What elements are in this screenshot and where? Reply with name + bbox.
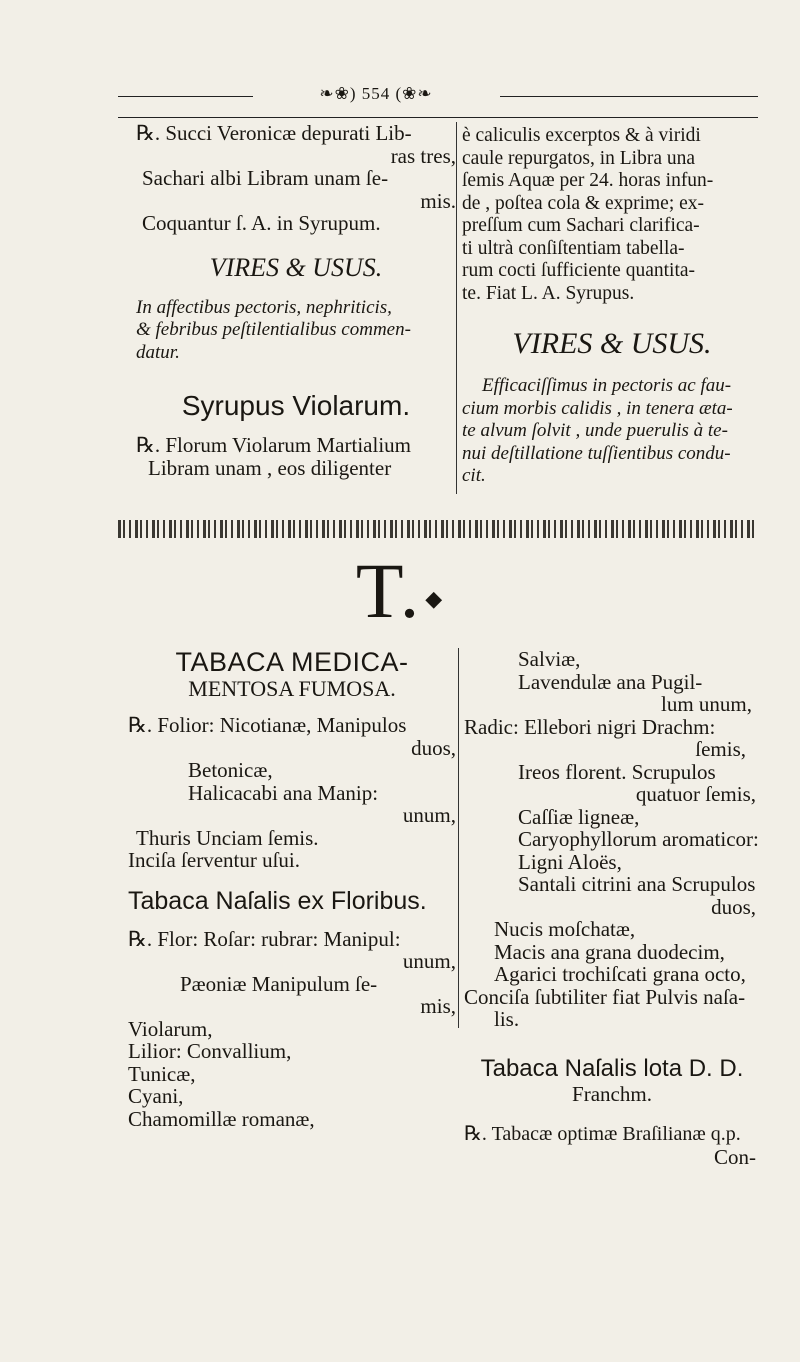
vires-title: VIRES & USUS. [512,327,712,360]
recipe-line: unum, [402,803,456,827]
recipe-line: quatuor ſemis, [635,782,756,806]
text-line: preſſum cum Sachari clarifica- [462,215,700,236]
recipe-line: Nucis moſchatæ, [494,917,636,941]
text-line: ti ultrà conſiſtentiam tabella- [462,237,685,259]
recipe-line: Sachari albi Libram unam ſe- [142,166,389,190]
recipe-line: Lavendulæ ana Pugil- [518,669,703,694]
vires-text-line: nui deſtillatione tuſſientibus condu- [462,442,731,464]
recipe-line: Ireos florent. Scrupulos [518,759,716,784]
recipe-line: Thuris Unciam ſemis. [136,825,319,850]
recipe-line: Inciſa ſerventur uſui. [128,848,301,872]
header-rule-left [118,96,253,97]
header-rule-bottom [118,117,758,118]
vires-text-line: In affectibus pectoris, nephriticis, [136,296,392,318]
recipe-line: Caſſiæ ligneæ, [518,804,640,829]
tabaca-lota-author: Franchm. [572,1081,652,1106]
vires-text-line: cit. [462,465,486,486]
recipe-line: duos, [711,894,756,919]
section2-left-column [128,648,456,1130]
section-letter [0,547,800,638]
diamond-ornament-icon: ◆ [425,586,445,612]
catchword: Con- [714,1144,756,1169]
syrup-line: Libram unam , eos diligenter [148,455,392,480]
recipe-line: Chamomillæ romanæ, [128,1106,315,1131]
recipe-line: ℞. Tabacæ optimæ Braſilianæ q.p. [464,1123,741,1145]
syrup-line: ℞. Florum Violarum Martialium [136,433,411,457]
tabaca-nasalis-lota-title: Tabaca Naſalis lota D. D. [480,1054,744,1082]
recipe-line: Tunicæ, [128,1061,196,1086]
recipe-line: Betonicæ, [188,758,273,782]
recipe-line: ℞. Folior: Nicotianæ, Manipulos [128,713,407,737]
recipe-line: Violarum, [128,1016,213,1041]
syrupus-violarum-title: Syrupus Violarum. [181,390,411,421]
recipe-line: Conciſa ſubtiliter fiat Pulvis naſa- [464,984,746,1009]
recipe-line: Cyani, [128,1084,184,1108]
vires-text-line: datur. [136,341,180,363]
section2-right-column [464,648,760,1168]
recipe-line: mis, [420,994,456,1018]
header-rule-right [500,96,758,97]
recipe-line: Halicacabi ana Manip: [188,780,379,805]
recipe-line: Pæoniæ Manipulum ſe- [180,971,378,996]
tabaca-title-line2: MENTOSA FUMOSA. [188,676,396,701]
recipe-line: Caryophyllorum aromaticor: [518,827,759,851]
page-number: ❧❀) 554 (❀❧ [319,84,433,103]
recipe-line: Salviæ, [518,647,581,671]
recipe-line: duos, [411,735,456,760]
recipe-line: Agarici trochiſcati grana octo, [494,962,746,986]
vires-text-line: cium morbis calidis , in tenera æta- [462,397,733,419]
vires-text-line: & febribus peſtilentialibus commen- [136,319,411,340]
tabaca-title-line1: TABACA MEDICA- [175,647,409,677]
vires-text-line: Efficaciſſimus in pectoris ac fau- [482,375,732,396]
section1-right-column [462,125,762,488]
recipe-line: ſemis, [695,737,746,761]
recipe-line: ℞. Flor: Roſar: rubrar: Manipul: [128,926,401,951]
recipe-line: lis. [494,1007,520,1031]
text-line: è caliculis excerptos & à viridi [462,125,701,146]
recipe-line: Ligni Aloës, [518,849,622,874]
recipe-line: unum, [402,949,456,973]
text-line: rum cocti ſufficiente quantita- [462,260,696,281]
recipe-line: Coquantur ſ. A. in Syrupum. [142,211,381,235]
text-line: de , poſtea cola & exprime; ex- [462,192,705,214]
column-divider [456,122,457,494]
ornament-band [118,520,758,538]
column-divider [458,648,459,1028]
vires-title: VIRES & USUS. [209,252,383,282]
vires-text-line: te alvum ſolvit , unde puerulis à te- [462,420,728,441]
recipe-line: Radic: Ellebori nigri Drachm: [464,714,716,739]
recipe-line: Santali citrini ana Scrupulos [518,872,756,896]
recipe-line: mis. [420,188,456,213]
recipe-line: ℞. Succi Veronicæ depurati Lib- [136,121,412,145]
text-line: te. Fiat L. A. Syrupus. [462,282,635,304]
text-line: ſemis Aquæ per 24. horas infun- [462,170,714,191]
recipe-line: Macis ana grana duodecim, [494,939,725,964]
section1-left-column [136,122,456,479]
recipe-line: Lilior: Convallium, [128,1039,292,1063]
text-line: caule repurgatos, in Libra una [462,147,696,169]
tabaca-nasalis-ex-floribus-title: Tabaca Naſalis ex Floribus. [128,886,427,915]
section-letter-text: T. [355,547,422,634]
recipe-line: ras tres, [390,143,456,168]
recipe-line: lum unum, [660,692,752,716]
